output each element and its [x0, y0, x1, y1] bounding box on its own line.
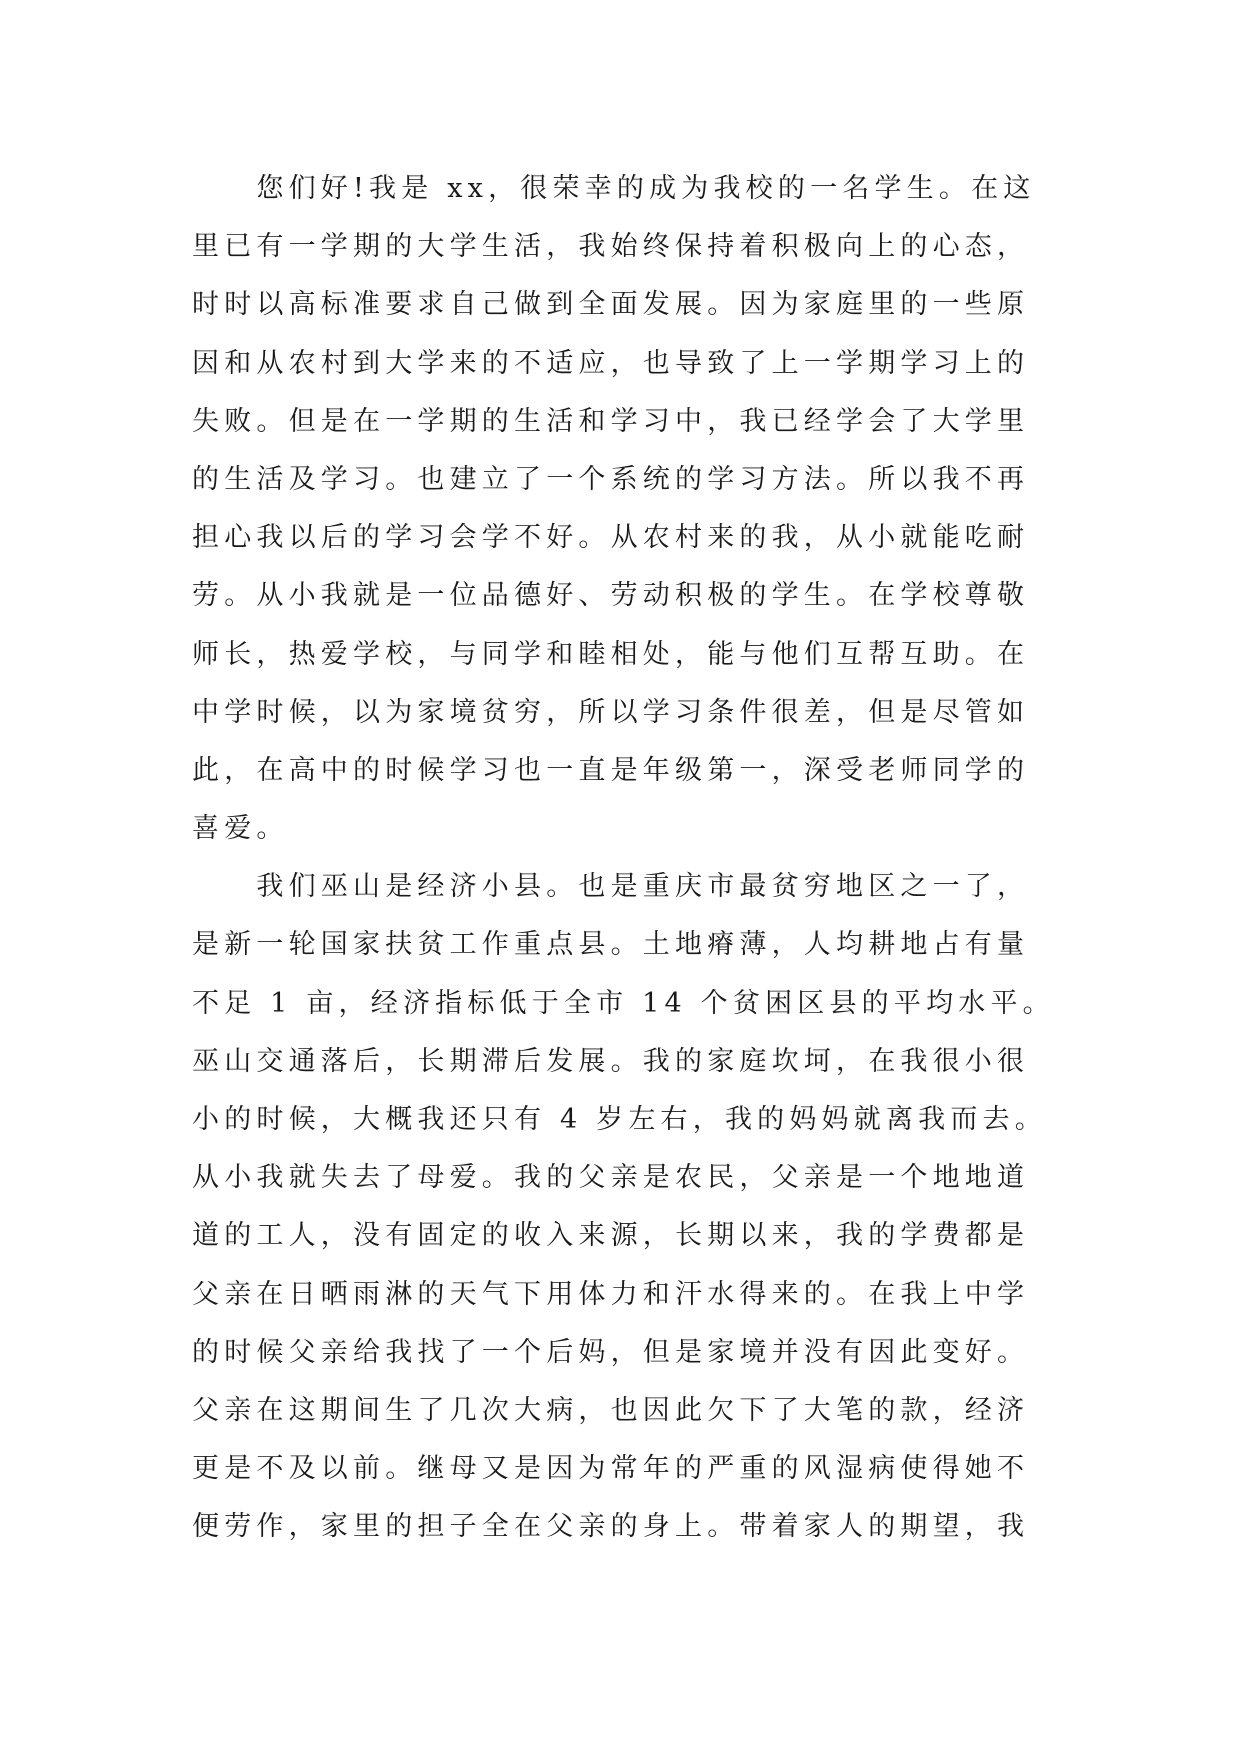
text-line: 不足 1 亩，经济指标低于全市 14 个贫困区县的平均水平。: [192, 987, 1055, 1019]
text-line: 父亲在这期间生了几次大病，也因此欠下了大笔的款，经济: [192, 1394, 1030, 1426]
text-line: 师长，热爱学校，与同学和睦相处，能与他们互帮互助。在: [192, 638, 1030, 670]
text-line: 时时以高标准要求自己做到全面发展。因为家庭里的一些原: [192, 289, 1030, 321]
text-line: 便劳作，家里的担子全在父亲的身上。带着家人的期望，我: [192, 1511, 1030, 1543]
text-line: 因和从农村到大学来的不适应，也导致了上一学期学习上的: [192, 347, 1030, 379]
text-line: 失败。但是在一学期的生活和学习中，我已经学会了大学里: [192, 405, 1030, 437]
text-line: 的生活及学习。也建立了一个系统的学习方法。所以我不再: [192, 463, 1030, 495]
text-line: 道的工人，没有固定的收入来源，长期以来，我的学费都是: [192, 1220, 1030, 1252]
paragraph-2: [192, 858, 1055, 1556]
text-line: 是新一轮国家扶贫工作重点县。土地瘠薄，人均耕地占有量: [192, 929, 1030, 961]
text-line: 喜爱。: [192, 813, 289, 845]
text-line: 中学时候，以为家境贫穷，所以学习条件很差，但是尽管如: [192, 696, 1030, 728]
text-line: 更是不及以前。继母又是因为常年的严重的风湿病使得她不: [192, 1453, 1030, 1485]
document-body: [192, 160, 1055, 1557]
text-line: 我们巫山是经济小县。也是重庆市最贫穷地区之一了，: [192, 871, 1030, 903]
text-line: 的时候父亲给我找了一个后妈，但是家境并没有因此变好。: [192, 1336, 1030, 1368]
text-line: 从小我就失去了母爱。我的父亲是农民，父亲是一个地地道: [192, 1162, 1030, 1194]
paragraph-1: [192, 160, 1050, 858]
text-line: 劳。从小我就是一位品德好、劳动积极的学生。在学校尊敬: [192, 580, 1030, 612]
text-line: 小的时候，大概我还只有 4 岁左右，我的妈妈就离我而去。: [192, 1104, 1047, 1135]
text-line: 父亲在日晒雨淋的天气下用体力和汗水得来的。在我上中学: [192, 1278, 1030, 1310]
text-line: 巫山交通落后，长期滞后发展。我的家庭坎坷，在我很小很: [192, 1045, 1030, 1077]
text-line: 此，在高中的时候学习也一直是年级第一，深受老师同学的: [192, 754, 1030, 786]
text-line: 里已有一学期的大学生活，我始终保持着积极向上的心态，: [192, 231, 1030, 263]
text-line: 担心我以后的学习会学不好。从农村来的我，从小就能吃耐: [192, 522, 1030, 554]
text-line: 您们好!我是 xx，很荣幸的成为我校的一名学生。在这: [192, 173, 1036, 204]
